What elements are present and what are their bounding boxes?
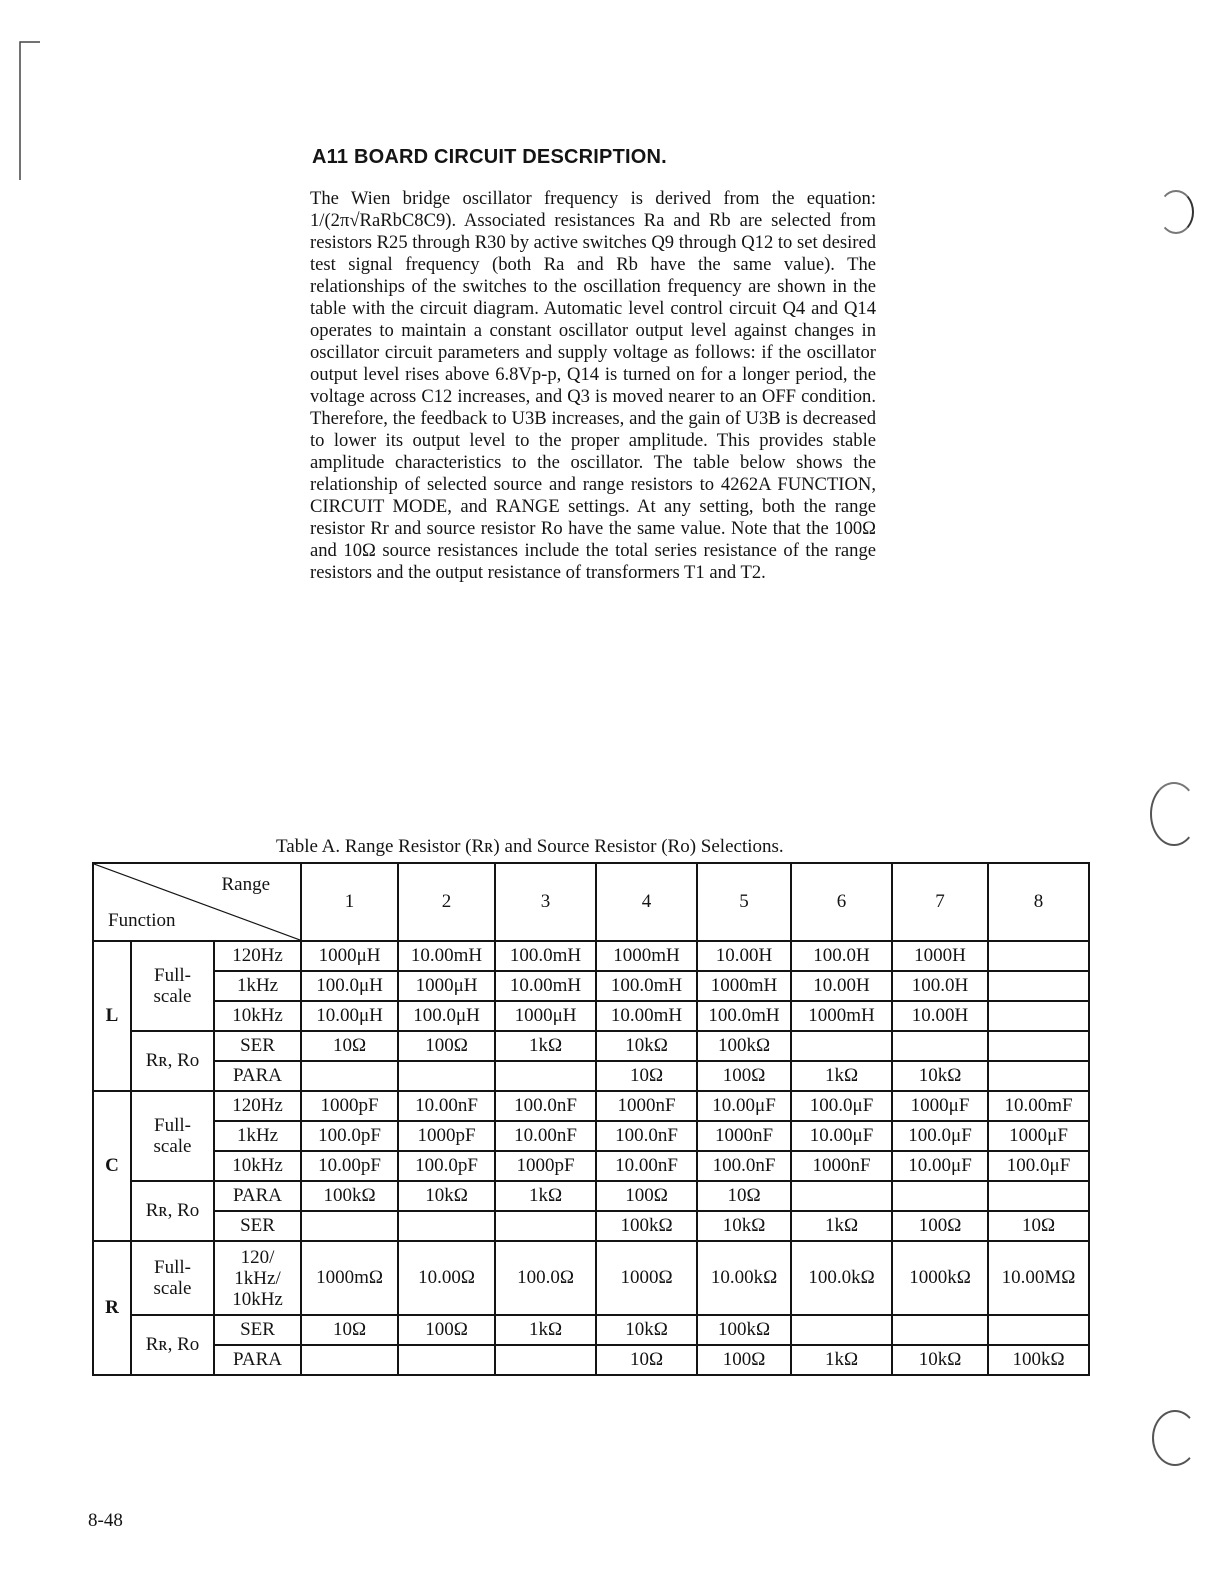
value-cell: 1000nF — [791, 1151, 892, 1181]
value-cell: 100Ω — [892, 1211, 988, 1241]
value-cell: 100.0nF — [495, 1091, 596, 1121]
rr-ro-label-cell: Rʀ, Ro — [131, 1315, 214, 1375]
value-cell: 1kΩ — [495, 1315, 596, 1345]
value-cell: 1kΩ — [791, 1345, 892, 1375]
fullscale-label-cell — [131, 1241, 214, 1315]
value-cell — [988, 1031, 1089, 1061]
table-row — [93, 1121, 1089, 1151]
function-cell: L — [93, 941, 131, 1091]
value-cell: 100kΩ — [301, 1181, 398, 1211]
value-cell — [791, 1181, 892, 1211]
value-cell — [301, 1211, 398, 1241]
rr-ro-label-cell: Rʀ, Ro — [131, 1181, 214, 1241]
value-cell: 10.00mH — [596, 1001, 697, 1031]
value-cell: 100.0nF — [697, 1151, 791, 1181]
function-cell: C — [93, 1091, 131, 1241]
frequency-cell — [214, 1241, 301, 1315]
value-cell: 10.00pF — [301, 1151, 398, 1181]
range-column-header: 5 — [697, 863, 791, 941]
value-cell: 100Ω — [697, 1061, 791, 1091]
value-cell: 100.0μF — [988, 1151, 1089, 1181]
range-column-header: 8 — [988, 863, 1089, 941]
value-cell — [791, 1031, 892, 1061]
value-cell: 1000μF — [988, 1121, 1089, 1151]
value-cell: 100.0μH — [301, 971, 398, 1001]
value-cell: 10kΩ — [398, 1181, 495, 1211]
table-row — [93, 1061, 1089, 1091]
value-cell: 100.0mH — [495, 941, 596, 971]
value-cell: 10.00nF — [596, 1151, 697, 1181]
fullscale-label-line: scale — [153, 1278, 192, 1299]
function-header-label: Function — [108, 910, 176, 931]
value-cell: 1000H — [892, 941, 988, 971]
value-cell — [988, 971, 1089, 1001]
value-cell: 10Ω — [697, 1181, 791, 1211]
value-cell: 10Ω — [988, 1211, 1089, 1241]
frequency-line: 10kHz — [232, 1288, 283, 1310]
value-cell: 10.00nF — [398, 1091, 495, 1121]
table-row — [93, 1091, 1089, 1121]
value-cell: 10Ω — [301, 1315, 398, 1345]
table-row — [93, 1151, 1089, 1181]
value-cell: 1000mH — [596, 941, 697, 971]
circuit-description-text: The Wien bridge oscillator frequency is derived from the equation: 1/(2π√RaRbC8C9). Associated resistances Ra and Rb are selected from resistors R25 through R30 by active switches Q9 through Q12 to set desired test signal frequency (both Ra and Rb have the same value). The relationships of the switches to the oscillation frequency are shown in the table with the circuit diagram. Automatic level control circuit Q4 and Q14 operates to maintain a constant oscillator output level against changes in oscillator circuit parameters and supply voltage as follows: if the oscillator output level rises above 6.8Vp-p, Q14 is turned on for a longer period, the voltage across C12 increases, and Q3 is moved nearer to an OFF condition. Therefore, the feedback to U3B increases, and the gain of U3B is decreased to lower its output level to the proper amplitude. This provides stable amplitude characteristics to the oscillator. The table below shows the relationship of selected source and range resistors to 4262A FUNCTION, CIRCUIT MODE, and RANGE settings. At any setting, both the range resistor Rr and source resistor Ro have the same value. Note that the 100Ω and 10Ω source resistances include the total series resistance of the range resistors and the output resistance of transformers T1 and T2. — [310, 188, 877, 583]
circuit-mode-cell: SER — [214, 1031, 301, 1061]
frequency-cell: 10kHz — [214, 1151, 301, 1181]
value-cell: 100.0μH — [398, 1001, 495, 1031]
value-cell: 1000kΩ — [892, 1241, 988, 1315]
value-cell: 100kΩ — [988, 1345, 1089, 1375]
value-cell — [988, 941, 1089, 971]
value-cell — [791, 1315, 892, 1345]
value-cell — [301, 1345, 398, 1375]
value-cell: 1000Ω — [596, 1241, 697, 1315]
value-cell — [495, 1211, 596, 1241]
value-cell: 10.00μF — [791, 1121, 892, 1151]
table-row — [93, 971, 1089, 1001]
value-cell: 1000μH — [398, 971, 495, 1001]
range-column-header: 4 — [596, 863, 697, 941]
value-cell: 1000pF — [495, 1151, 596, 1181]
value-cell — [988, 1061, 1089, 1091]
value-cell — [398, 1061, 495, 1091]
table-row — [93, 941, 1089, 971]
value-cell: 1kΩ — [495, 1181, 596, 1211]
value-cell: 1000mH — [791, 1001, 892, 1031]
fullscale-label-cell — [131, 941, 214, 1031]
value-cell — [398, 1345, 495, 1375]
value-cell: 10.00Ω — [398, 1241, 495, 1315]
fullscale-label-cell — [131, 1091, 214, 1181]
value-cell: 100.0kΩ — [791, 1241, 892, 1315]
value-cell: 1000mΩ — [301, 1241, 398, 1315]
value-cell — [988, 1001, 1089, 1031]
frequency-cell: 120Hz — [214, 941, 301, 971]
table-row — [93, 1001, 1089, 1031]
table-row — [93, 1241, 1089, 1315]
value-cell — [892, 1315, 988, 1345]
value-cell: 10.00μF — [892, 1151, 988, 1181]
frequency-cell: 1kHz — [214, 1121, 301, 1151]
value-cell: 100.0pF — [398, 1151, 495, 1181]
value-cell: 1000mH — [697, 971, 791, 1001]
value-cell: 100Ω — [697, 1345, 791, 1375]
frequency-cell: 120Hz — [214, 1091, 301, 1121]
range-resistor-table — [92, 862, 1090, 1376]
fullscale-label-line: Full- — [154, 1257, 191, 1278]
rr-ro-label-cell: Rʀ, Ro — [131, 1031, 214, 1091]
value-cell: 1kΩ — [791, 1211, 892, 1241]
value-cell: 100.0H — [791, 941, 892, 971]
value-cell: 10kΩ — [697, 1211, 791, 1241]
range-column-header: 3 — [495, 863, 596, 941]
value-cell: 100kΩ — [697, 1315, 791, 1345]
value-cell: 10Ω — [596, 1061, 697, 1091]
value-cell: 100.0Ω — [495, 1241, 596, 1315]
circuit-mode-cell: SER — [214, 1211, 301, 1241]
value-cell — [495, 1345, 596, 1375]
range-column-header: 6 — [791, 863, 892, 941]
binder-hole-2 — [1150, 782, 1198, 846]
value-cell: 10.00kΩ — [697, 1241, 791, 1315]
value-cell: 100Ω — [398, 1315, 495, 1345]
table-row — [93, 1211, 1089, 1241]
fullscale-label-line: Full- — [154, 1115, 191, 1136]
value-cell: 1000μH — [301, 941, 398, 971]
table-row — [93, 1031, 1089, 1061]
value-cell — [892, 1031, 988, 1061]
value-cell: 100.0μF — [791, 1091, 892, 1121]
value-cell: 10kΩ — [596, 1031, 697, 1061]
value-cell: 10.00nF — [495, 1121, 596, 1151]
value-cell: 1000nF — [697, 1121, 791, 1151]
value-cell: 100.0H — [892, 971, 988, 1001]
value-cell — [988, 1315, 1089, 1345]
range-column-header: 7 — [892, 863, 988, 941]
frequency-line: 120/ — [240, 1246, 275, 1268]
circuit-mode-cell: PARA — [214, 1345, 301, 1375]
value-cell: 10.00MΩ — [988, 1241, 1089, 1315]
value-cell: 10kΩ — [596, 1315, 697, 1345]
circuit-mode-cell: SER — [214, 1315, 301, 1345]
value-cell: 1000pF — [301, 1091, 398, 1121]
value-cell: 10.00mF — [988, 1091, 1089, 1121]
value-cell — [495, 1061, 596, 1091]
value-cell: 100.0mH — [596, 971, 697, 1001]
value-cell: 100Ω — [596, 1181, 697, 1211]
table-caption: Table A. Range Resistor (Rʀ) and Source Resistor (Ro) Selections. — [276, 836, 784, 857]
table-row — [93, 1345, 1089, 1375]
value-cell — [398, 1211, 495, 1241]
value-cell: 1kΩ — [495, 1031, 596, 1061]
value-cell — [988, 1181, 1089, 1211]
table-row — [93, 1315, 1089, 1345]
value-cell: 10.00H — [892, 1001, 988, 1031]
value-cell: 100kΩ — [697, 1031, 791, 1061]
value-cell — [301, 1061, 398, 1091]
value-cell: 10.00mH — [398, 941, 495, 971]
fullscale-label-line: Full- — [154, 965, 191, 986]
circuit-mode-cell: PARA — [214, 1181, 301, 1211]
value-cell: 1000μF — [892, 1091, 988, 1121]
frequency-cell: 1kHz — [214, 971, 301, 1001]
value-cell: 1000pF — [398, 1121, 495, 1151]
value-cell — [892, 1181, 988, 1211]
value-cell: 100kΩ — [596, 1211, 697, 1241]
range-column-header: 2 — [398, 863, 495, 941]
frequency-line: 1kHz/ — [234, 1267, 281, 1289]
page-heading: A11 BOARD CIRCUIT DESCRIPTION. — [312, 146, 667, 168]
value-cell: 1kΩ — [791, 1061, 892, 1091]
value-cell: 10kΩ — [892, 1345, 988, 1375]
binder-hole-3 — [1152, 1410, 1198, 1466]
value-cell: 10Ω — [596, 1345, 697, 1375]
value-cell: 100.0μF — [892, 1121, 988, 1151]
range-column-header: 1 — [301, 863, 398, 941]
value-cell: 10.00mH — [495, 971, 596, 1001]
table-row — [93, 1181, 1089, 1211]
range-header-label: Range — [221, 874, 271, 895]
value-cell: 100.0nF — [596, 1121, 697, 1151]
page-number: 8-48 — [88, 1510, 123, 1531]
frequency-cell: 10kHz — [214, 1001, 301, 1031]
table-corner-header — [93, 863, 301, 941]
binder-hole-1 — [1158, 190, 1194, 234]
value-cell: 10kΩ — [892, 1061, 988, 1091]
value-cell: 10.00H — [791, 971, 892, 1001]
value-cell: 10.00H — [697, 941, 791, 971]
value-cell: 10Ω — [301, 1031, 398, 1061]
value-cell: 10.00μF — [697, 1091, 791, 1121]
fullscale-label-line: scale — [153, 986, 192, 1007]
value-cell: 100.0mH — [697, 1001, 791, 1031]
value-cell: 1000μH — [495, 1001, 596, 1031]
value-cell: 10.00μH — [301, 1001, 398, 1031]
fullscale-label-line: scale — [153, 1136, 192, 1157]
scan-corner-mark — [18, 40, 40, 180]
value-cell: 100.0pF — [301, 1121, 398, 1151]
header-row — [93, 863, 1089, 941]
function-cell: R — [93, 1241, 131, 1375]
circuit-mode-cell: PARA — [214, 1061, 301, 1091]
value-cell: 100Ω — [398, 1031, 495, 1061]
value-cell: 1000nF — [596, 1091, 697, 1121]
